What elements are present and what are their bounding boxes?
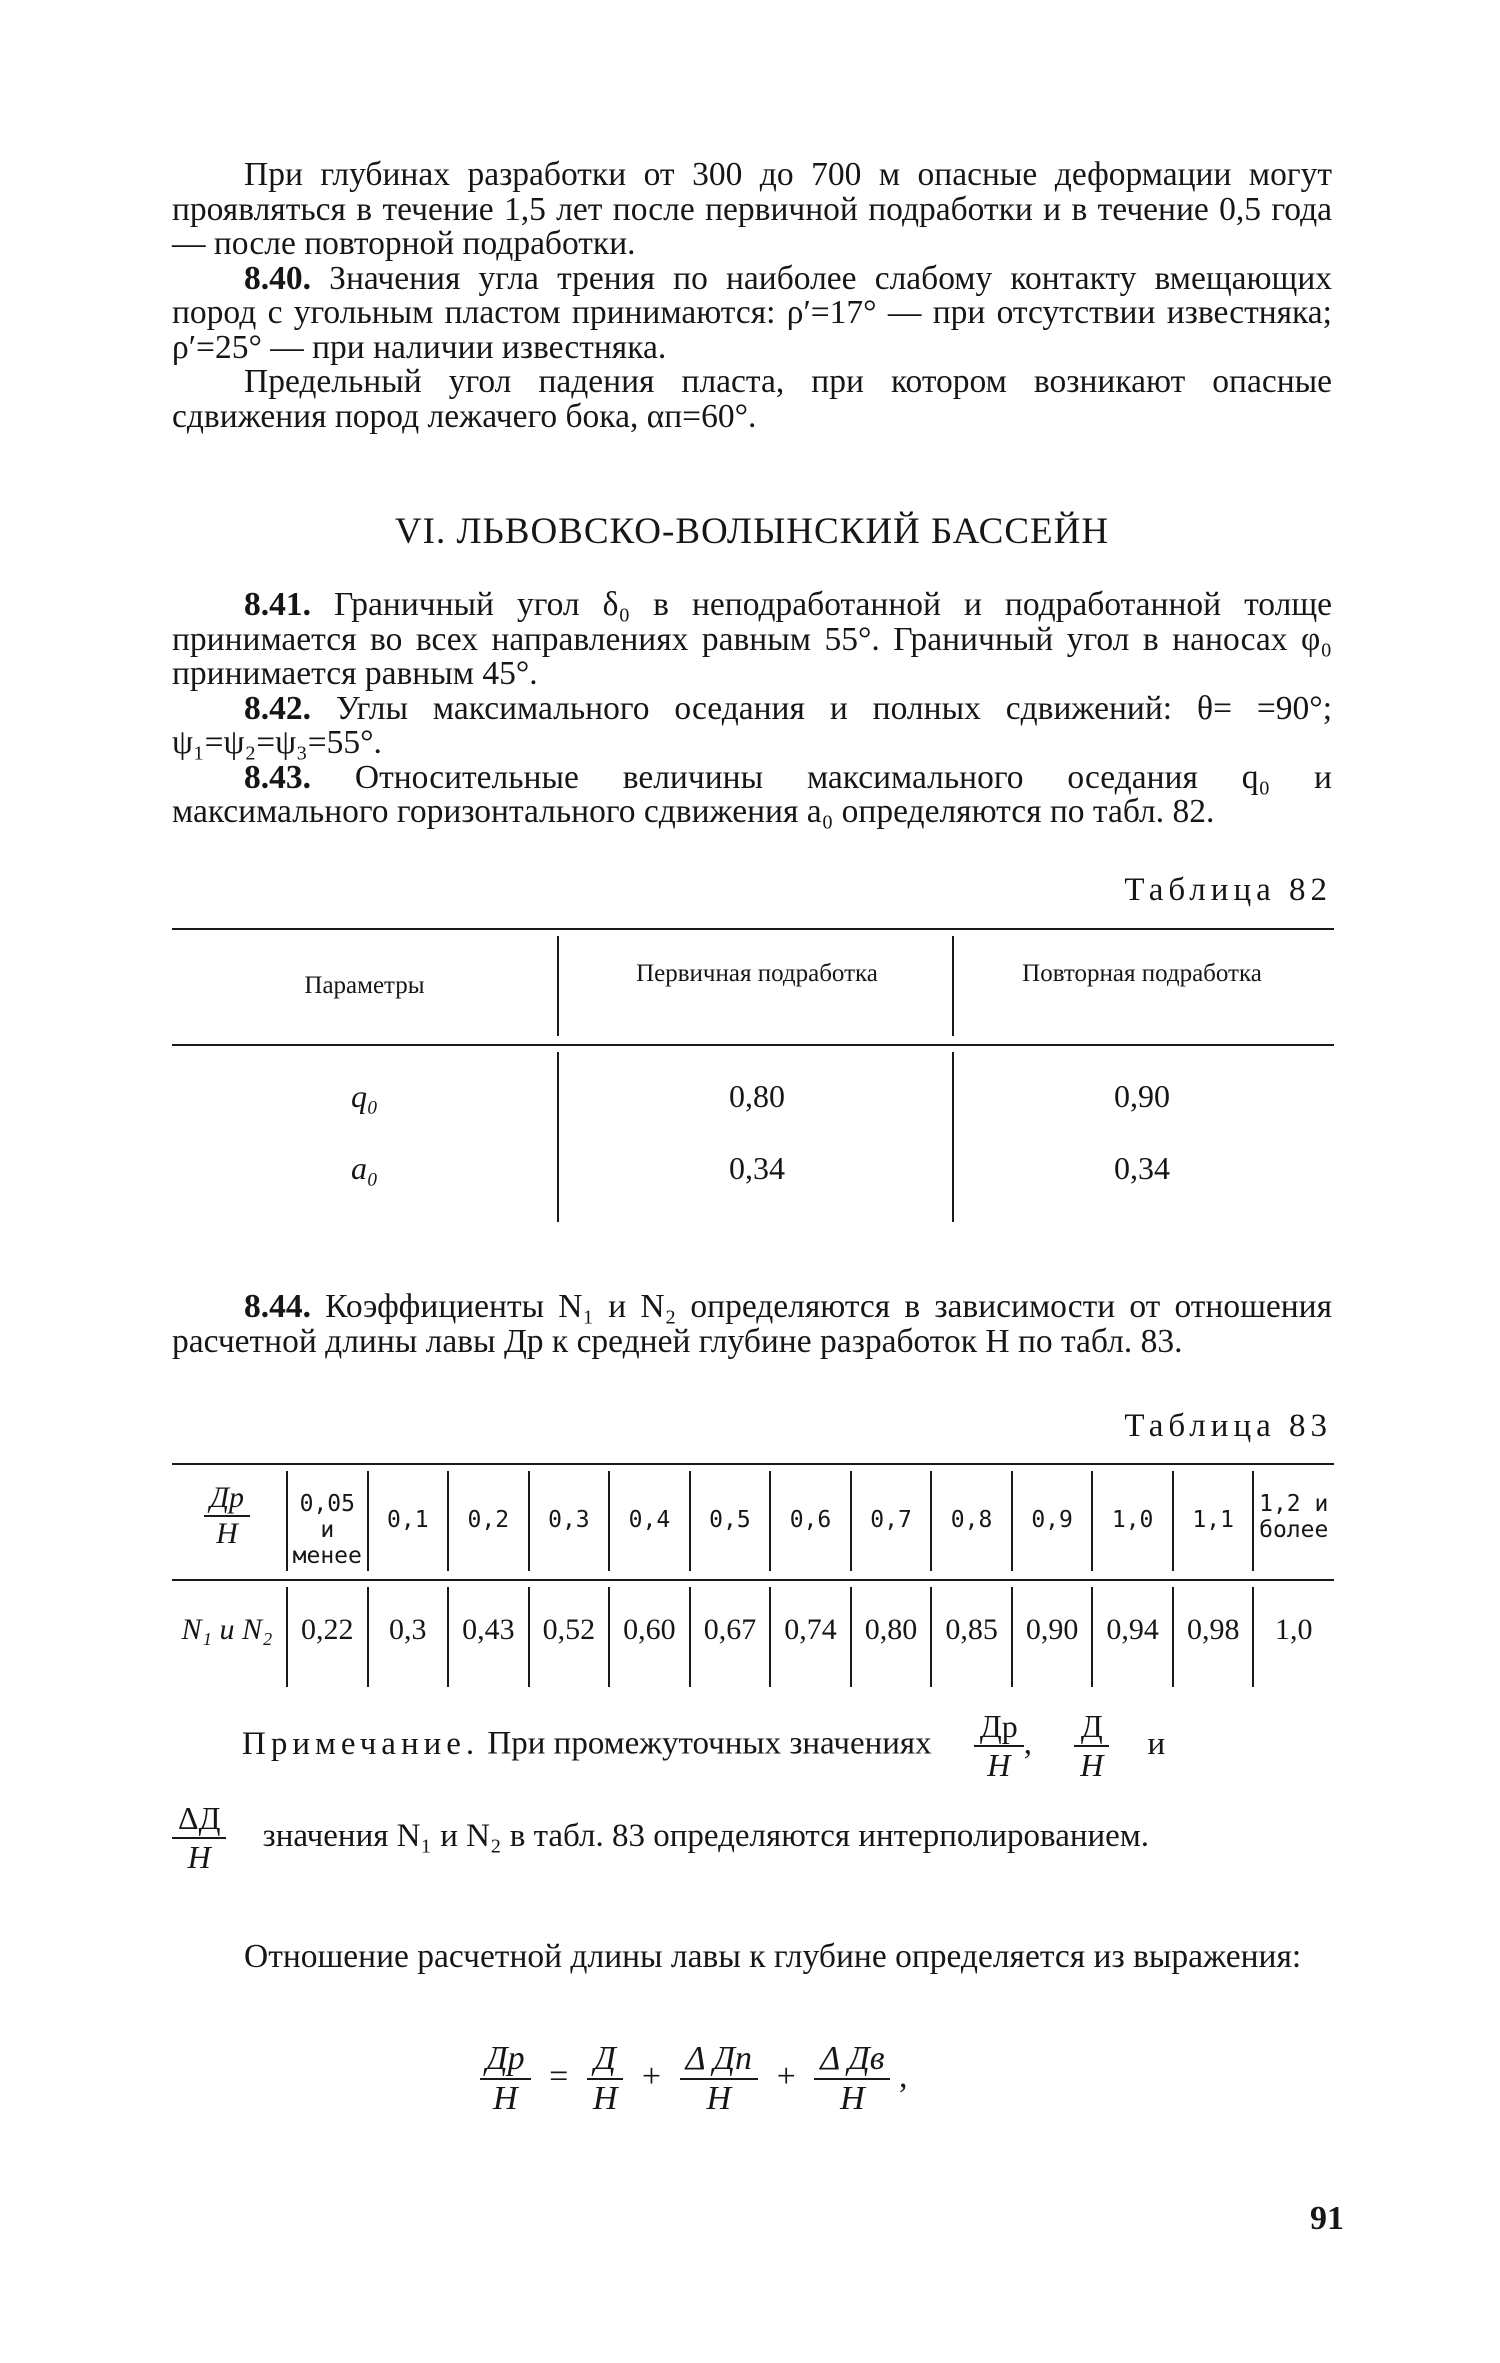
value-cell: 0,43 — [462, 1613, 515, 1646]
intro-block — [172, 158, 1332, 434]
table-82-caption: Таблица 82 — [1124, 872, 1332, 908]
value-cell: 0,74 — [784, 1613, 837, 1646]
formula-comma: , — [898, 2057, 908, 2095]
ratio-paragraph-block — [172, 1940, 1332, 1975]
fraction-dr-h: $\frac{Др}{H}$ — [974, 1708, 1024, 1784]
header-cell: 1,2 и более — [1259, 1491, 1329, 1543]
paragraph-8-42 — [172, 689, 1332, 761]
formula-plus: + — [641, 2057, 662, 2095]
column-divider — [557, 936, 559, 1036]
header-parameters: Параметры — [304, 972, 425, 999]
value-cell: 0,90 — [1025, 1613, 1079, 1646]
note-text-2: значения N₁ и N₂ в табл. 83 определяются интерполированием. — [262, 1817, 1149, 1854]
value-cell: 0,98 — [1186, 1613, 1240, 1646]
paragraph-8-44-block — [172, 1290, 1332, 1359]
header-cell: 0,1 — [387, 1507, 429, 1533]
value-cell: 0,94 — [1106, 1613, 1159, 1646]
header-cell: 0,5 — [709, 1507, 751, 1533]
clause-text: Коэффициенты N₁ и N₂ определяются в зависимости от отношения расчетной длины лавы Др к средней глубине разработок H по табл. 83. — [172, 1288, 1333, 1360]
header-cell: 0,4 — [628, 1507, 671, 1533]
table-rule — [172, 928, 1334, 930]
paragraph-8-41 — [172, 588, 1332, 692]
fraction-d-h: $\frac{Д}{H}$ — [1074, 1708, 1109, 1784]
paragraph-8-43 — [172, 758, 1332, 830]
header-cell: 0,9 — [1031, 1507, 1073, 1533]
ratio-denominator: H — [216, 1517, 238, 1550]
formula-term-dv: $\frac{\text{Δ Дв}}{H}$ — [814, 2040, 890, 2118]
header-cell: 0,05 и менее — [292, 1491, 362, 1569]
paragraph-8-44 — [172, 1290, 1332, 1359]
formula-term-d: $\frac{Д}{H}$ — [587, 2040, 624, 2118]
clause-text: Значения угла трения по наиболее слабому контакту вмещающих пород с угольным пластом принимаются: ρ′=17° — при отсутствии известняка; ρ′=25° — при наличии известняка. — [172, 259, 1333, 366]
ratio-numerator: Др — [204, 1481, 250, 1517]
header-cell: 0,7 — [870, 1507, 912, 1533]
clause-text: Граничный угол δ₀ в неподработанной и подработанной толще принимается во всех направлениях равным 55°. Граничный угол в наносах φ₀ принимается равным 45°. — [172, 586, 1332, 692]
value-cell: 0,52 — [542, 1613, 596, 1646]
value-primary-q0: 0,80 — [729, 1078, 785, 1114]
header-cell: 1,1 — [1192, 1507, 1234, 1533]
formula-plus: + — [776, 2057, 796, 2095]
table-83 — [172, 1463, 1334, 1698]
value-cell: 0,3 — [389, 1613, 427, 1646]
note-and: и — [1147, 1725, 1166, 1762]
table-rule — [172, 1044, 1334, 1046]
clause-number: 8.43. — [244, 758, 311, 796]
param-q0: q₀ — [350, 1078, 379, 1114]
note-label: Примечание. — [242, 1725, 480, 1762]
table-rule — [172, 1579, 1334, 1581]
value-repeat-a0: 0,34 — [1114, 1150, 1170, 1186]
column-divider — [952, 936, 954, 1036]
formula-term-dp: $\frac{\text{Δ Дп}}{H}$ — [680, 2040, 758, 2118]
header-cell: 0,2 — [467, 1507, 510, 1533]
value-cell: 0,22 — [301, 1613, 354, 1646]
formula-equals: = — [549, 2057, 569, 2095]
table-82 — [172, 928, 1334, 1228]
fraction-delta-d-h: $\frac{\Delta Д}{H}$ — [172, 1800, 226, 1876]
ratio-label — [172, 1481, 282, 1551]
value-cell: 0,85 — [945, 1613, 998, 1646]
value-cell: 1,0 — [1274, 1613, 1313, 1646]
clause-text: Относительные величины максимального оседания q₀ и максимального горизонтального сдвижения a₀ определяются по табл. 82. — [172, 758, 1332, 830]
paragraph-8-40 — [172, 259, 1333, 366]
clause-text: Углы максимального оседания и полных сдвижений: θ= =90°; ψ₁=ψ₂=ψ₃=55°. — [172, 689, 1332, 761]
formula-term-dr: $\frac{Др}{H}$ — [480, 2040, 531, 2118]
column-divider — [952, 1052, 954, 1222]
header-cell: 0,6 — [789, 1507, 832, 1533]
note-text-1: При промежуточных значениях — [487, 1725, 932, 1762]
value-cell: 0,67 — [703, 1613, 757, 1646]
table-83-caption: Таблица 83 — [1124, 1408, 1332, 1444]
note-line-1: Примечание. При промежуточных значениях $\frac{Др}{H}$ , $\frac{Д}{H}$ и — [242, 1708, 1166, 1783]
paragraph-deformation: При глубинах разработки от 300 до 700 м опасные деформации могут проявляться в течение 1,5 лет после первичной подработки и в течение 0,5 года — после повторной подработки. — [172, 156, 1332, 262]
header-repeat: Повторная подработка — [1022, 960, 1262, 987]
note-line-2 — [172, 1800, 1332, 1876]
coefficient-label: N₁ и N₂ — [181, 1613, 273, 1646]
column-divider — [557, 1052, 559, 1222]
header-cell: 0,3 — [548, 1507, 590, 1533]
section-block — [172, 588, 1332, 830]
paragraph-ratio: Отношение расчетной длины лавы к глубине определяется из выражения: — [244, 1938, 1302, 1975]
table-rule — [172, 1463, 1334, 1465]
clause-number: 8.44. — [244, 1288, 311, 1325]
page-number: 91 — [1310, 2200, 1344, 2237]
clause-number: 8.41. — [244, 586, 311, 623]
paragraph-limit-angle: Предельный угол падения пласта, при котором возникают опасные сдвижения пород лежачего бока, αп=60°. — [172, 363, 1332, 435]
header-primary: Первичная подработка — [636, 960, 878, 987]
formula — [480, 2040, 907, 2118]
clause-number: 8.40. — [244, 259, 311, 297]
section-title: VI. ЛЬВОВСКО-ВОЛЫНСКИЙ БАССЕЙН — [394, 511, 1110, 552]
param-a0: a₀ — [350, 1150, 379, 1186]
value-cell: 0,80 — [864, 1613, 918, 1646]
header-cell: 1,0 — [1111, 1507, 1154, 1533]
clause-number: 8.42. — [244, 689, 311, 727]
value-repeat-q0: 0,90 — [1114, 1078, 1170, 1114]
value-cell: 0,60 — [623, 1613, 676, 1646]
header-cell: 0,8 — [950, 1507, 993, 1533]
value-primary-a0: 0,34 — [729, 1150, 785, 1186]
